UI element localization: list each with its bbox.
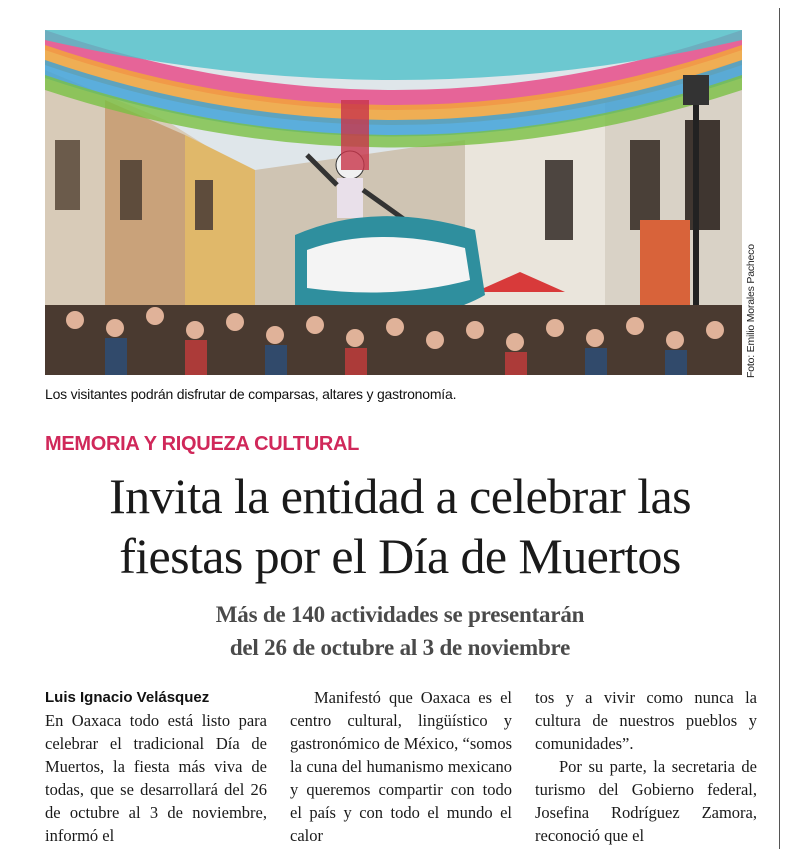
headline-line-2: fiestas por el Día de Muertos xyxy=(119,528,681,584)
photo-caption: Los visitantes podrán disfrutar de comparsas, altares y gastronomía. xyxy=(45,386,457,402)
article-photo xyxy=(45,30,742,375)
photo-street-festival-icon xyxy=(45,30,742,375)
subheadline-line-1: Más de 140 actividades se presentarán xyxy=(215,602,585,627)
subheadline-line-2: del 26 de octubre al 3 de noviembre xyxy=(229,635,571,660)
byline: Luis Ignacio Velásquez xyxy=(45,689,210,706)
headline-line-1: Invita la entidad a celebrar las xyxy=(109,468,691,524)
article-column-1 xyxy=(45,686,267,847)
subheadline xyxy=(60,598,740,664)
article-column-2 xyxy=(290,686,512,847)
column-2-text: Manifestó que Oaxaca es el centro cultural, lingüístico y gastronómico de México, “somos la cuna del humanismo mexicano y queremos compartir con todo el país y con todo el mundo el calor xyxy=(290,688,512,845)
column-1-text: En Oaxaca todo está listo para celebrar el tradicional Día de Muertos, la fiesta más viva de todas, que se desarrollará del 26 de octubre al 3 de noviembre, informó el xyxy=(45,711,267,845)
photo-credit-text: Foto: Emilio Morales Pacheco xyxy=(745,244,757,378)
article-column-3 xyxy=(535,686,757,847)
column-3-paragraph-1: tos y a vivir como nunca la cultura de nuestros pueblos y comunidades”. xyxy=(535,688,757,753)
section-kicker: MEMORIA Y RIQUEZA CULTURAL xyxy=(45,433,360,455)
headline xyxy=(30,466,770,586)
column-3-paragraph-2: Por su parte, la secretaria de turismo del Gobierno federal, Josefina Rodríguez Zamora, reconoció que el xyxy=(535,757,757,845)
column-rule xyxy=(779,8,780,849)
